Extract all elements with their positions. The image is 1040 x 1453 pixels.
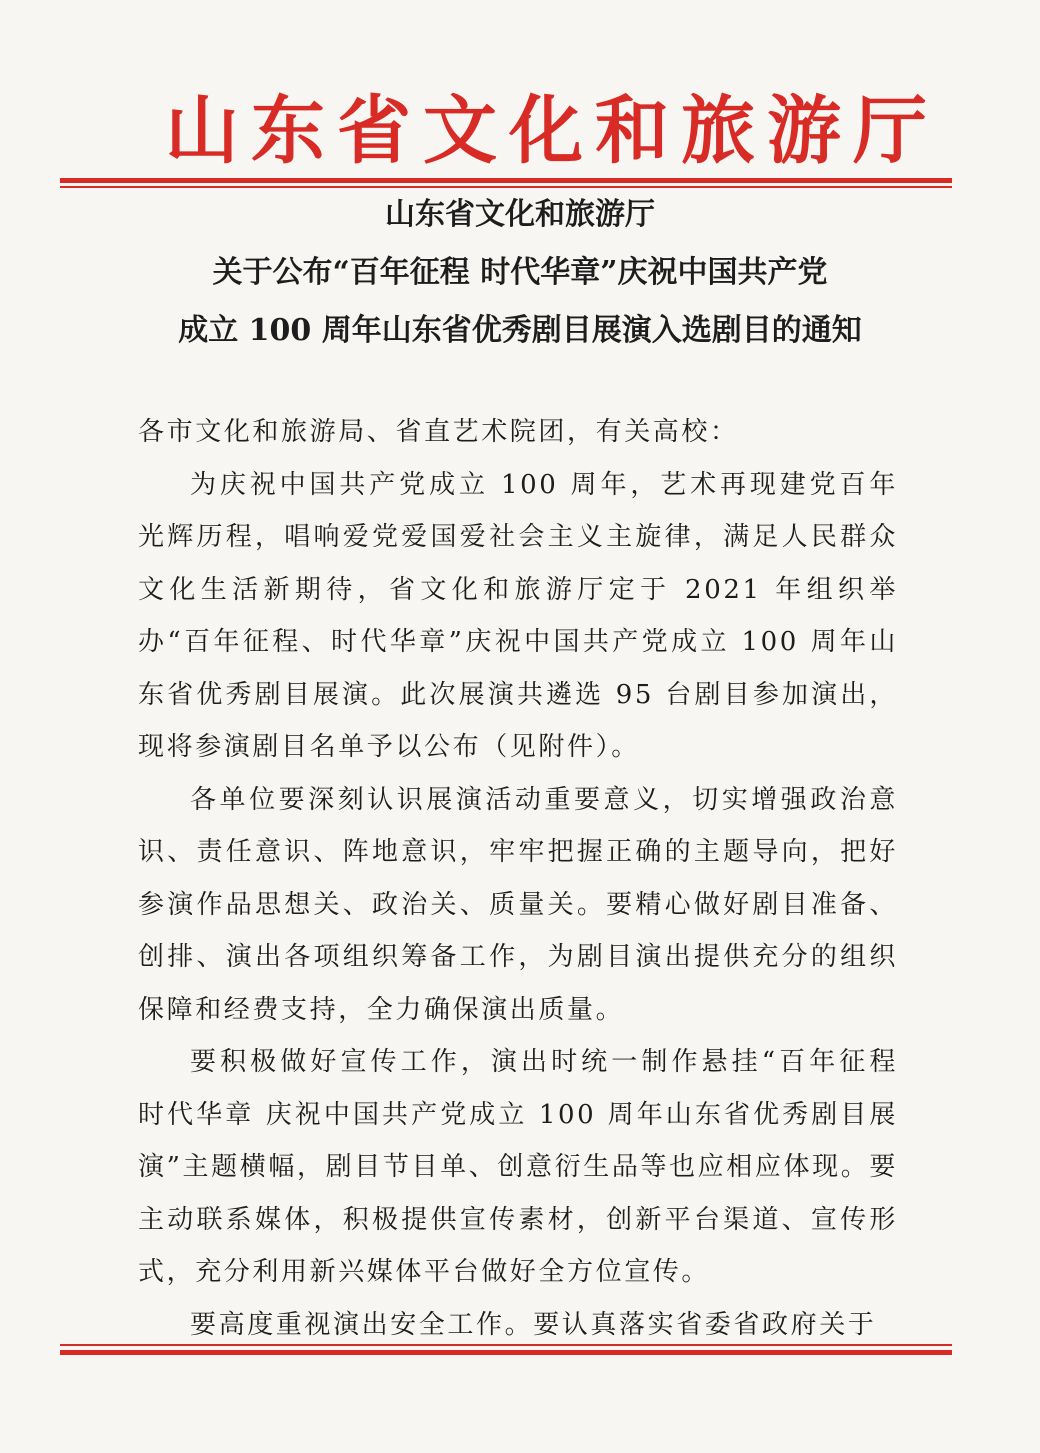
salutation: 各市文化和旅游局、省直艺术院团，有关高校： — [138, 417, 739, 447]
paragraph-4: 要高度重视演出安全工作。要认真落实省委省政府关于 — [190, 1309, 877, 1340]
letterhead-title: 山东省文化和旅游厅 — [165, 88, 939, 174]
paragraph-3: 要积极做好宣传工作，演出时统一制作悬挂“百年征程 时代华章 庆祝中国共产党成立 100 周年山东省优秀剧目展演”主题横幅，剧目节目单、创意衍生品等也应相应体现。要主动联系媒体，积极提供宣传素材，创新平台渠道、宣传形式，充分利用新兴媒体平台做好全方位宣传。 — [138, 1047, 898, 1287]
paragraph-2: 各单位要深刻认识展演活动重要意义，切实增强政治意识、责任意识、阵地意识，牢牢把握正确的主题导向，把好参演作品思想关、政治关、质量关。要精心做好剧目准备、创排、演出各项组织筹备工作，为剧目演出提供充分的组织保障和经费支持，全力确保演出质量。 — [138, 784, 898, 1025]
document-title-line-2: 关于公布“百年征程 时代华章”庆祝中国共产党 — [212, 255, 828, 290]
document-body — [138, 406, 898, 1351]
footer-rule-thick — [60, 1350, 952, 1355]
footer-rule-thin — [60, 1344, 952, 1346]
document-title-line-1: 山东省文化和旅游厅 — [385, 197, 655, 232]
letterhead-rule-thick — [60, 178, 952, 183]
document-title-line-3: 成立 100 周年山东省优秀剧目展演入选剧目的通知 — [178, 313, 862, 348]
paragraph-1: 为庆祝中国共产党成立 100 周年，艺术再现建党百年光辉历程，唱响爱党爱国爱社会主义主旋律，满足人民群众文化生活新期待，省文化和旅游厅定于 2021 年组织举办“百年征程、时代华章”庆祝中国共产党成立 100 周年山东省优秀剧目展演。此次展演共遴选 95 台剧目参加演出，现将参演剧目名单予以公布（见附件）。 — [138, 469, 898, 762]
